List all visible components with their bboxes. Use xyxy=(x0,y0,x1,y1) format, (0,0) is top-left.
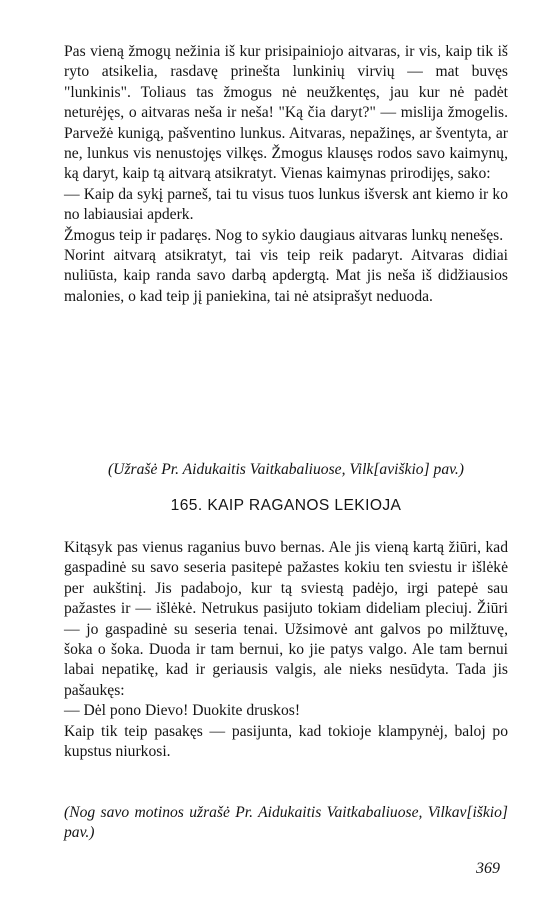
story-165-paragraph-3: Kaip tik teip pasakęs — pasijunta, kad tokioje klampynėj, baloj po kupstus niurkosi. xyxy=(64,722,508,761)
story-164-paragraph-4: Norint aitvarą atsikratyt, tai vis teip reik padaryt. Aitvaras didiai nuliūsta, kaip randa savo darbą apdergtą. Mat jis neša iš didžiausios malonies, o kad teip jį paniekina, tai nė atsiprašyt neduoda. xyxy=(64,247,508,305)
story-164-paragraph-3: Žmogus teip ir padaręs. Nog to sykio daugiaus aitvaras lunkų nenešęs. xyxy=(64,226,504,244)
story-165-heading: 165. KAIP RAGANOS LEKIOJA xyxy=(170,497,402,514)
story-165-paragraph-2: — Dėl pono Dievo! Duokite druskos! xyxy=(64,702,301,720)
story-165-paragraph-1: Kitąsyk pas vienus raganius buvo bernas. Ale jis vieną kartą žiūri, kad gaspadinė su savo seseria pasitepė pažastes kokiu ten sviestu ir išlėkė per aukštinį. Jis padabojo, kur tą sviestą padėjo, irgi patepė sau pažastes ir — išlėkė. Netrukus pasijuto tokiam dideliam pleciuj. Žiūri — jo gaspadinė su seseria tenai. Užsimovė ant galvos po milžtuvę, šoka o šoka. Duoda ir tam bernui, ko jie patys valgo. Ale tam bernui labai nepatikę, kad ir geriausis valgis, ale nieks nesūdyta. Tada jis pašaukęs: xyxy=(64,539,508,699)
story-164-paragraph-1: Pas vieną žmogų nežinia iš kur prisipainiojo aitvaras, ir vis, kaip tik iš ryto atsikelia, rasdavę prinešta lunkinių virvių — mat buvęs "lunkinis". Toliaus tas žmogus nė neužkentęs, jau kur nė padėt neturėjęs, o aitvaras neša ir neša! "Ką čia daryt?" — mislija žmogelis. Parvežė kunigą, pašventino lunkus. Aitvaras, nepažinęs, ar šventyta, ar ne, lunkus vis nenustojęs vilkęs. Žmogus klausęs rodos savo kaimynų, ką daryt, kaip tą aitvarą atsikratyt. Vienas kaimynas prirodijęs, sako: xyxy=(64,43,508,183)
story-164-text xyxy=(64,42,508,307)
story-165-source-note: (Nog savo motinos užrašė Pr. Aidukaitis Vaitkabaliuose, Vilkav[iškio] pav.) xyxy=(64,804,508,842)
story-165-text xyxy=(64,538,508,762)
page-number: 369 xyxy=(476,860,500,877)
story-164-paragraph-2: — Kaip da sykį parneš, tai tu visus tuos lunkus išversk ant kiemo ir ko no labiausiai apderk. xyxy=(64,185,508,224)
story-164-source-note: (Užrašė Pr. Aidukaitis Vaitkabaliuose, Vilk[aviškio] pav.) xyxy=(107,461,464,478)
